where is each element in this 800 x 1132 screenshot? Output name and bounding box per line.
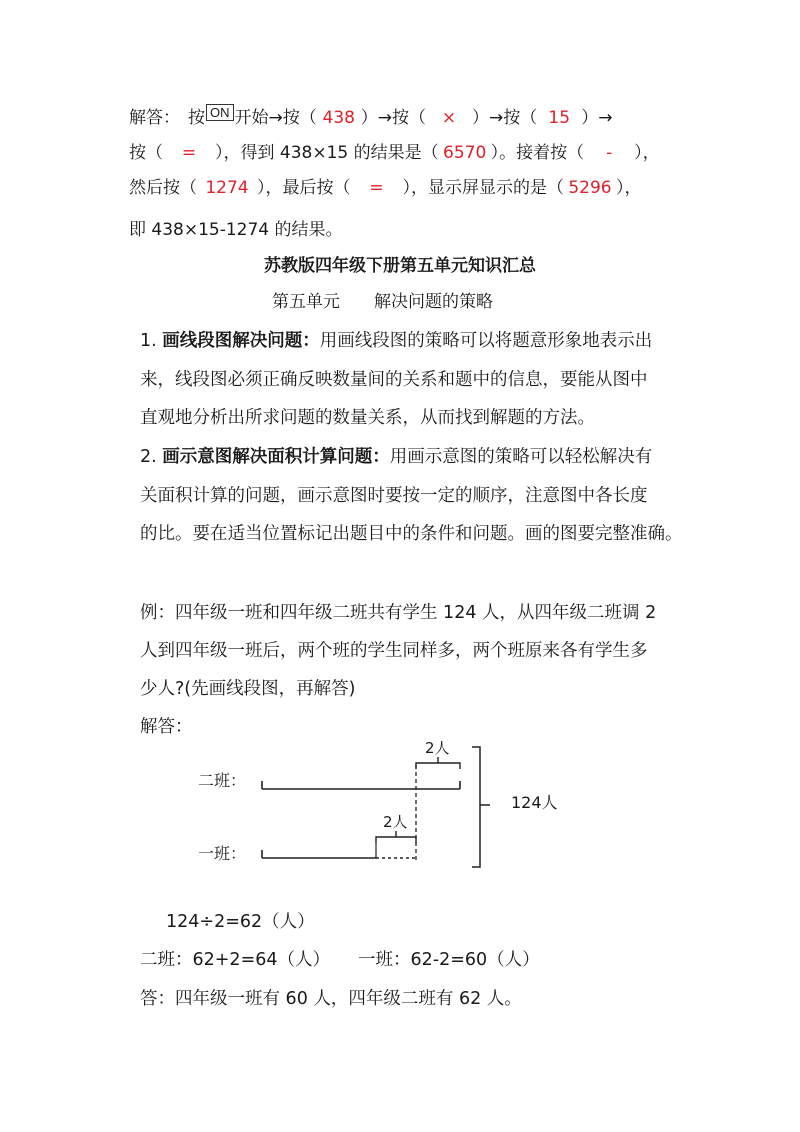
class2-label: 二班： (198, 771, 247, 790)
blank-5296: 5296 (568, 178, 612, 198)
solution-step-3: 一班：62-2=60（人） (358, 950, 540, 970)
blank-equals-1: = (181, 143, 197, 163)
blank-1274: 1274 (205, 178, 249, 198)
bottom-diff-brace (376, 831, 416, 843)
bottom-diff-label: 2人 (383, 813, 408, 831)
blank-15: 15 (548, 108, 571, 128)
blank-6570: 6570 (443, 143, 487, 163)
answer-label: 解答： (129, 108, 180, 128)
then-text: 然后按（ (129, 178, 197, 198)
answer-line-1 (129, 104, 613, 132)
point-title: 画示意图解决面积计算问题： (162, 447, 390, 467)
then-press-text: 接着按（ (516, 143, 585, 163)
press-open-text: 按（ (129, 143, 163, 163)
point-2-line-3: 的比。要在适当位置标记出题目中的条件和问题。画的图要完整准确。 (140, 524, 683, 544)
total-brace (472, 747, 490, 867)
blank-equals-2: = (369, 178, 384, 198)
unit-topic: 解决问题的策略 (374, 292, 493, 312)
arrow-text: ）→ (581, 108, 613, 128)
point-1-line-1 (140, 321, 652, 361)
point-number: 1. (140, 331, 157, 351)
point-number: 2. (140, 447, 157, 467)
total-label: 124人 (511, 793, 558, 812)
close-period-text: ）。 (490, 143, 517, 163)
top-diff-label: 2人 (425, 739, 450, 757)
display-text: 显示屏显示的是（ (428, 178, 564, 198)
point-1-line-2: 来，线段图必须正确反映数量间的关系和题中的信息，要能从图中 (140, 370, 648, 390)
example-answer-label: 解答： (140, 717, 193, 737)
last-press-text: 最后按（ (282, 178, 351, 198)
page-title: 苏教版四年级下册第五单元知识汇总 (264, 256, 536, 276)
solution-step-2-3 (140, 940, 540, 980)
answer-line-2 (129, 139, 660, 167)
blank-438: 438 (322, 108, 355, 128)
point-1-line-3: 直观地分析出所求问题的数量关系，从而找到解题的方法。 (140, 408, 595, 428)
solution-step-1: 124÷2=62（人） (166, 912, 315, 932)
close-comma-text: ）， (616, 178, 642, 198)
segment-diagram (0, 735, 800, 885)
point-2-line-2: 关面积计算的问题，画示意图时要按一定的顺序，注意图中各长度 (140, 486, 648, 506)
blank-minus: - (606, 143, 613, 163)
on-key-icon: ON (206, 104, 234, 121)
answer-conclusion: 即 438×15-1274 的结果。 (129, 220, 343, 240)
solution-step-2: 二班：62+2=64（人） (140, 950, 330, 970)
result-text: 得到 438×15 的结果是（ (240, 143, 439, 163)
arrow-press-text: ）→按（ (472, 108, 538, 128)
example-line-3: 少人?(先画线段图，再解答) (140, 679, 356, 699)
point-text: 用画线段图的策略可以将题意形象地表示出 (319, 331, 653, 351)
unit-heading (272, 288, 493, 316)
class1-label: 一班： (198, 844, 247, 863)
answer-line-3 (129, 174, 642, 202)
point-2-line-1 (140, 437, 652, 477)
start-press-text: 开始→按（ (234, 108, 317, 128)
close-comma-text: ）， (634, 143, 660, 163)
top-diff-brace (416, 757, 460, 769)
close-comma-text: ）， (215, 143, 241, 163)
final-answer: 答：四年级一班有 60 人，四年级二班有 62 人。 (140, 989, 522, 1009)
press-text: 按 (188, 108, 205, 128)
blank-times: × (441, 108, 457, 128)
arrow-press-text: ）→按（ (360, 108, 426, 128)
example-line-1: 例：四年级一班和四年级二班共有学生 124 人，从四年级二班调 2 (140, 603, 657, 623)
point-text: 用画示意图的策略可以轻松解决有 (389, 447, 653, 467)
unit-label: 第五单元 (272, 292, 340, 312)
close-comma-text: ）， (257, 178, 283, 198)
point-title: 画线段图解决问题： (162, 331, 320, 351)
close-comma-text: ）， (402, 178, 428, 198)
example-line-2: 人到四年级一班后，两个班的学生同样多，两个班原来各有学生多 (140, 641, 648, 661)
